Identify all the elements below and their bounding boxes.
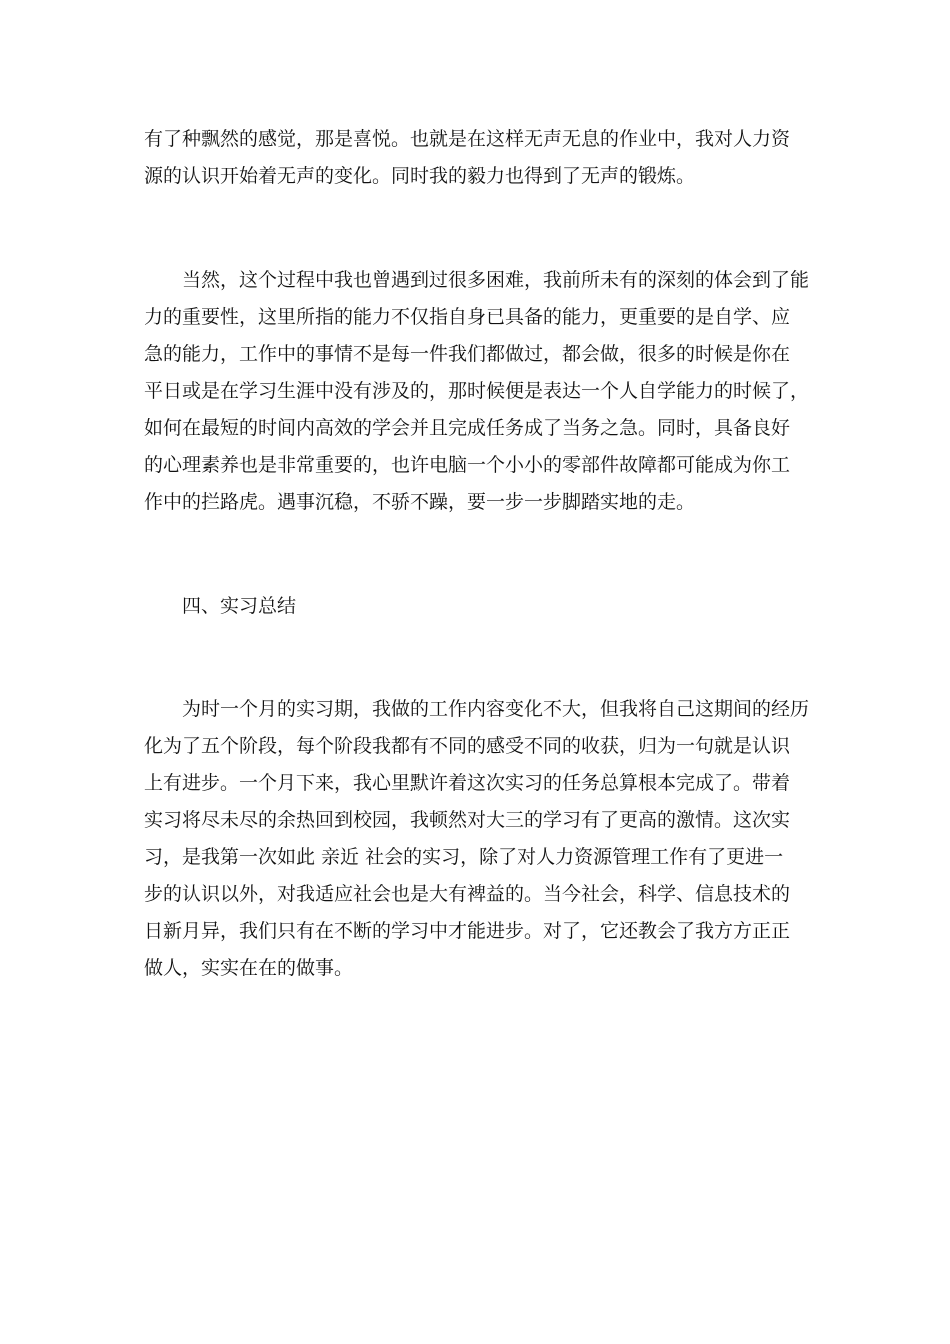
paragraph-2-line-3: 急的能力，工作中的事情不是每一件我们都做过，都会做，很多的时候是你在	[144, 343, 791, 365]
paragraph-2-line-2: 力的重要性，这里所指的能力不仅指自身已具备的能力，更重要的是自学、应	[144, 306, 791, 328]
paragraph-2-line-4: 平日或是在学习生涯中没有涉及的，那时候便是表达一个人自学能力的时候了，	[144, 380, 810, 402]
paragraph-1-line-1: 有了种飘然的感觉，那是喜悦。也就是在这样无声无息的作业中，我对人力资	[144, 128, 791, 150]
section-heading: 四、实习总结	[144, 595, 297, 617]
paragraph-3-line-6: 步的认识以外，对我适应社会也是大有裨益的。当今社会，科学、信息技术的	[144, 883, 791, 905]
paragraph-2-line-5: 如何在最短的时间内高效的学会并且完成任务成了当务之急。同时，具备良好	[144, 417, 791, 439]
paragraph-3-line-4: 实习将尽未尽的余热回到校园，我顿然对大三的学习有了更高的激情。这次实	[144, 809, 791, 831]
paragraph-2-line-1: 当然，这个过程中我也曾遇到过很多困难，我前所未有的深刻的体会到了能	[144, 269, 810, 291]
paragraph-3-line-5: 习，是我第一次如此 亲近 社会的实习，除了对人力资源管理工作有了更进一	[144, 846, 784, 868]
paragraph-2-line-6: 的心理素养也是非常重要的，也许电脑一个小小的零部件故障都可能成为你工	[144, 454, 791, 476]
paragraph-2-line-7: 作中的拦路虎。遇事沉稳，不骄不躁，要一步一步脚踏实地的走。	[144, 491, 696, 513]
paragraph-3-line-2: 化为了五个阶段，每个阶段我都有不同的感受不同的收获，归为一句就是认识	[144, 735, 791, 757]
paragraph-1-line-2: 源的认识开始着无声的变化。同时我的毅力也得到了无声的锻炼。	[144, 165, 696, 187]
paragraph-3-line-8: 做人，实实在在的做事。	[144, 957, 354, 979]
paragraph-3-line-1: 为时一个月的实习期，我做的工作内容变化不大，但我将自己这期间的经历	[144, 698, 810, 720]
paragraph-3-line-3: 上有进步。一个月下来，我心里默许着这次实习的任务总算根本完成了。带着	[144, 772, 791, 794]
paragraph-3-line-7: 日新月异，我们只有在不断的学习中才能进步。对了，它还教会了我方方正正	[144, 920, 791, 942]
